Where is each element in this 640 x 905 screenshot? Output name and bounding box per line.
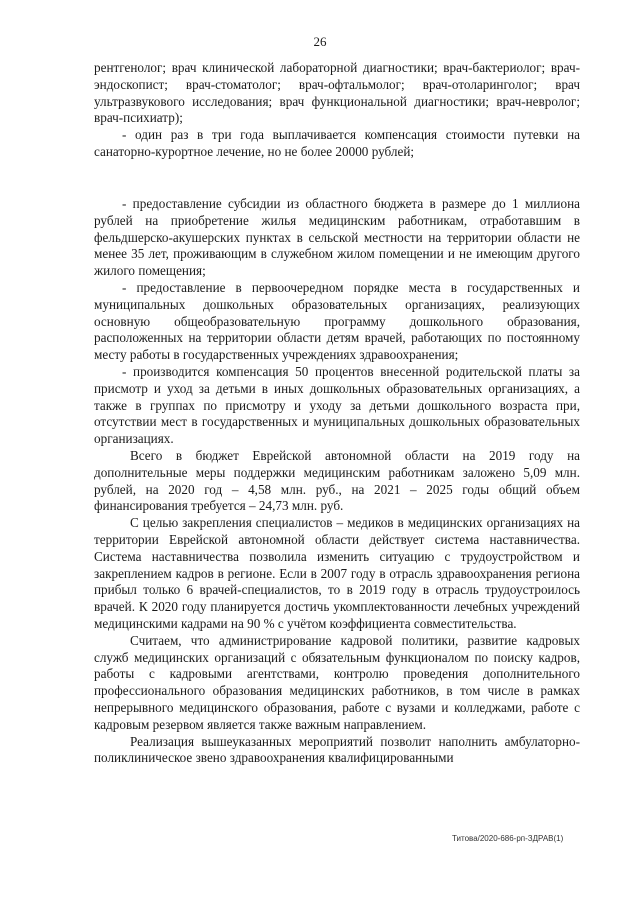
paragraph: - один раз в три года выплачивается компенсация стоимости путевки на санаторно-курортное лечение, но не более 20000 рублей;: [94, 127, 580, 159]
paragraph: - предоставление субсидии из областного бюджета в размере до 1 миллиона рублей на приобретение жилья медицинским работникам, отработавшим в фельдшерско-акушерских пунктах в сельской местности на территории области не менее 35 лет, проживающим в служебном жилом помещении и не имеющим другого жилого помещения;: [94, 196, 580, 279]
text-block-main: [94, 196, 580, 767]
paragraph: С целью закрепления специалистов – медиков в медицинских организациях на территории Еврейской автономной области действует система наставничества. Система наставничества позволила изменить ситуацию с трудоустройством и закреплением кадров в регионе. Если в 2007 году в отрасль здравоохранения региона прибыл только 6 врачей-специалистов, то в 2019 году в отрасль трудоустроилось врачей. К 2020 году планируется достичь укомплектованности лечебных учреждений медицинскими кадрами на 90 % с учётом коэффициента совместительства.: [94, 515, 580, 631]
paragraph: - производится компенсация 50 процентов внесенной родительской платы за присмотр и уход за детьми в иных дошкольных образовательных организациях, а также в группах по присмотру и уходу за детьми дошкольного возраста при, отсутствии мест в государственных и муниципальных дошкольных образовательных организациях.: [94, 363, 580, 447]
paragraph: - предоставление в первоочередном порядке места в государственных и муниципальных дошкольных образовательных организациях, реализующих основную общеобразовательную программу дошкольного образования, расположенных на территории области детям врачей, работающих по постоянному месту работы в государственных учреждениях здравоохранения;: [94, 279, 580, 363]
paragraph: Реализация вышеуказанных мероприятий позволит наполнить амбулаторно-поликлиническое звено здравоохранения квалифицированными: [94, 733, 580, 766]
paragraph: рентгенолог; врач клинической лабораторной диагностики; врач-бактериолог; врач-эндоскопист; врач-стоматолог; врач-офтальмолог; врач-отоларинголог; врач ультразвукового исследования; врач функциональной диагностики; врач-невролог; врач-психиатр);: [94, 60, 580, 126]
paragraph: Считаем, что администрирование кадровой политики, развитие кадровых служб медицинских организаций с обязательным функционалом по поиску кадров, работы с кадровыми агентствами, контролю проведения дополнительного профессионального образования медицинских работников, в том числе в рамках непрерывного медицинского образования, работе с вузами и колледжами, работе с кадровым резервом является также важным направлением.: [94, 632, 580, 732]
paragraph: Всего в бюджет Еврейской автономной области на 2019 году на дополнительные меры поддержки медицинским работникам заложено 5,09 млн. рублей, на 2020 год – 4,58 млн. руб., на 2021 – 2025 годы общий объем финансирования требуется – 24,73 млн. руб.: [94, 447, 580, 514]
page-number: 26: [313, 34, 327, 49]
text-block-top: [94, 60, 580, 161]
document-code: Титова/2020-686-рп-ЗДРАВ(1): [452, 834, 564, 843]
